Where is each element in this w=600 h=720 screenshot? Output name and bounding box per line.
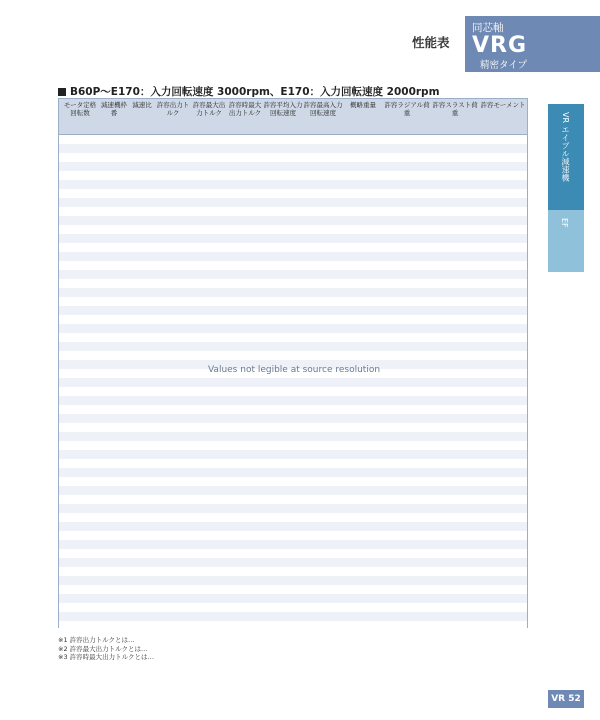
th-output-torque: 許容出力トルク <box>156 101 190 117</box>
footer-page-tag: VR 52 <box>548 690 584 708</box>
header-box-line1: 同芯軸 <box>472 22 504 34</box>
table-body <box>59 135 527 629</box>
side-tab-sub-label: EF <box>560 218 569 228</box>
footnote: ※3 許容時最大出力トルクとは… <box>58 653 155 661</box>
footnote: ※1 許容出力トルクとは… <box>58 636 135 644</box>
performance-table <box>58 98 528 628</box>
section-bullet-icon <box>58 88 66 96</box>
section-title: B60P～E170：入力回転速度 3000rpm、E170：入力回転速度 2000rpm <box>58 84 440 99</box>
th-weight: 概略重量 <box>350 101 376 109</box>
header-box-line2: 精密タイプ <box>480 60 528 71</box>
footnote: ※2 許容最大出力トルクとは… <box>58 644 148 653</box>
side-tab-main-label: VR エイブル減速機 <box>561 112 570 182</box>
th-frame: 減速機枠番 <box>101 101 127 117</box>
th-ratio: 減速比 <box>132 101 152 109</box>
th-thrust-load: 許容スラスト荷重 <box>432 101 478 117</box>
th-max-input-speed: 許容最高入力回転速度 <box>303 101 343 117</box>
th-max-output-torque: 許容最大出力トルク <box>192 101 226 117</box>
th-moment: 許容モーメント <box>480 101 526 109</box>
th-instant-max-torque: 許容時最大出力トルク <box>228 101 262 117</box>
table-body-note: Values not legible at source resolution <box>207 365 381 375</box>
header-title: 性能表 <box>412 35 450 50</box>
th-radial-load: 許容ラジアル荷重 <box>384 101 430 117</box>
header-model: VRG <box>472 33 528 58</box>
footnotes <box>58 636 528 662</box>
th-motor-speed: モータ定格回転数 <box>63 101 97 117</box>
th-avg-input-speed: 許容平均入力回転速度 <box>263 101 303 117</box>
table-header <box>59 99 527 135</box>
